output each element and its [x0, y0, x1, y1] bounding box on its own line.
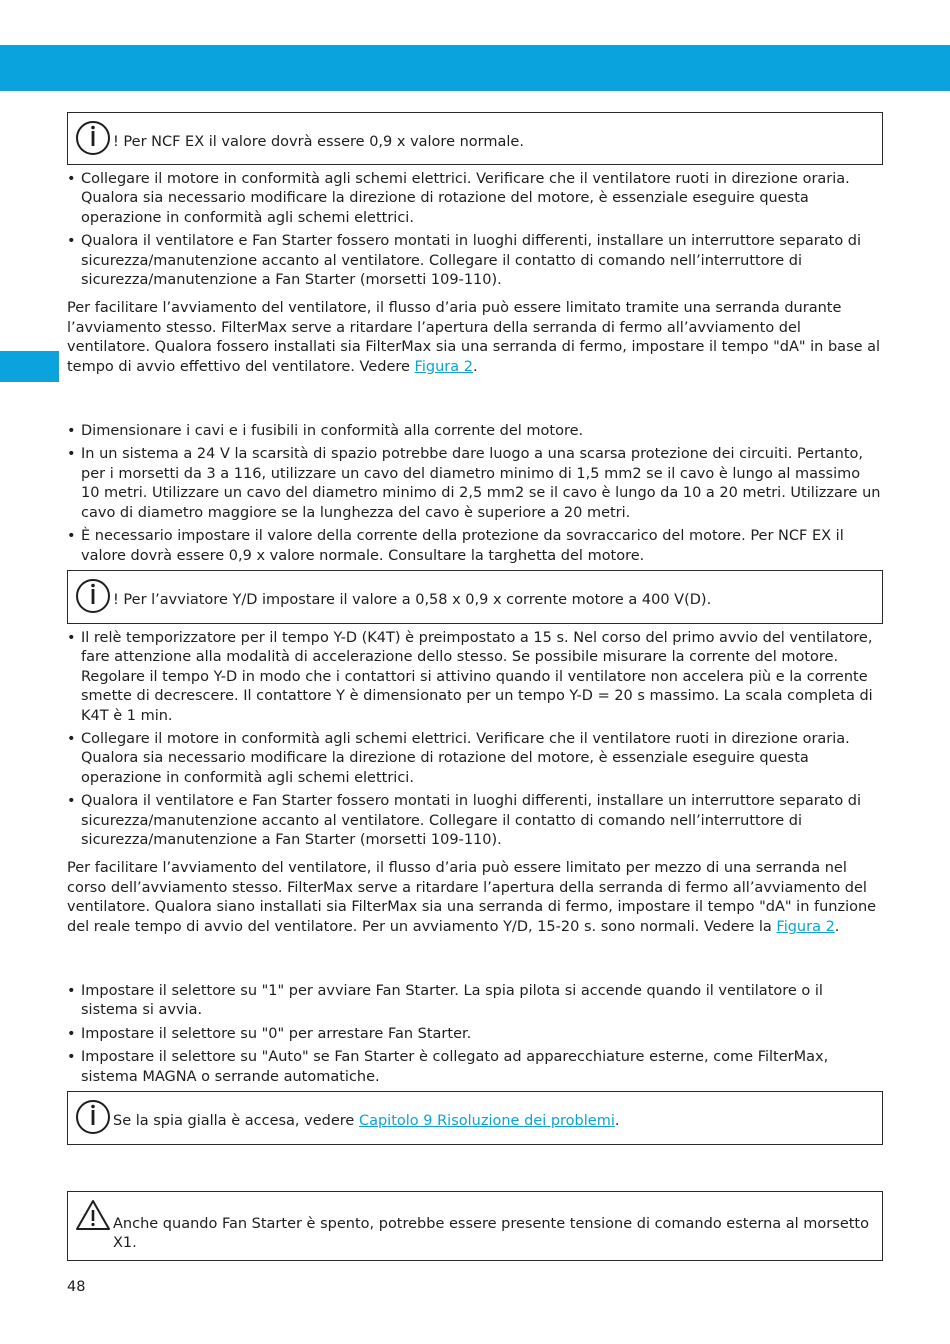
warning-note [67, 1191, 883, 1261]
warning-text: Anche quando Fan Starter è spento, potrebbe essere presente tensione di comando esterna al morsetto X1. [113, 1216, 869, 1252]
list-item: • Dimensionare i cavi e i fusibili in conformità alla corrente del motore. [67, 422, 883, 441]
list-item: • Impostare il selettore su "Auto" se Fan Starter è collegato ad apparecchiature esterne, come FilterMax, sistema MAGNA o serrande automatiche. [67, 1048, 883, 1087]
header-bar [0, 45, 950, 91]
info-icon [75, 120, 111, 156]
bullet-list-cables [67, 422, 883, 566]
info-icon [75, 578, 111, 614]
list-item: • Qualora il ventilatore e Fan Starter fossero montati in luoghi differenti, installare un interruttore separato di sicurezza/manutenzione accanto al ventilatore. Collegare il contatto di comando nell’interruttore di sicurezza/manutenzione a Fan Starter (morsetti 109-110). [67, 792, 883, 850]
list-item: • Impostare il selettore su "1" per avviare Fan Starter. La spia pilota si accende quando il ventilatore o il sistema si avvia. [67, 982, 883, 1021]
bullet-list-motor-connection [67, 170, 883, 290]
note-text: ! Per NCF EX il valore dovrà essere 0,9 x valore normale. [113, 134, 524, 150]
figure-2-link[interactable]: Figura 2 [414, 358, 473, 375]
figure-2-link[interactable]: Figura 2 [776, 918, 835, 935]
warning-triangle-icon [75, 1199, 111, 1231]
paragraph-damper: Per facilitare l’avviamento del ventilatore, il flusso d’aria può essere limitato tramite una serranda durante l’avviamento stesso. FilterMax serve a ritardare l’apertura della serranda di fermo all’avviamento del ventilatore. Qualora fossero installati sia FilterMax sia una serranda di fermo, impostare il tempo "dA" in base al tempo di avvio effettivo del ventilatore. Vedere Figura 2. [67, 300, 881, 375]
bullet-list-yd-starter [67, 629, 883, 850]
info-note-ncf [67, 112, 883, 165]
list-item: • Qualora il ventilatore e Fan Starter fossero montati in luoghi differenti, installare un interruttore separato di sicurezza/manutenzione accanto al ventilatore. Collegare il contatto di comando nell’interruttore di sicurezza/manutenzione a Fan Starter (morsetti 109-110). [67, 232, 883, 290]
list-item: • È necessario impostare il valore della corrente della protezione da sovraccarico del motore. Per NCF EX il valore dovrà essere 0,9 x valore normale. Consultare la targhetta del motore. [67, 527, 883, 566]
info-icon [75, 1099, 111, 1135]
list-item: • In un sistema a 24 V la scarsità di spazio potrebbe dare luogo a una scarsa protezione dei circuiti. Pertanto, per i morsetti da 3 a 116, utilizzare un cavo del diametro minimo di 1,5 mm2 se il cavo è lungo al massimo 10 metri. Utilizzare un cavo del diametro minimo di 2,5 mm2 se il cavo è lungo da 10 a 20 metri. Utilizzare un cavo di diametro maggiore se la lunghezza del cavo è superiore a 20 metri. [67, 445, 883, 523]
info-note-yd [67, 570, 883, 624]
info-note-yellow-light [67, 1091, 883, 1145]
list-item: • Collegare il motore in conformità agli schemi elettrici. Verificare che il ventilatore ruoti in direzione oraria. Qualora sia necessario modificare la direzione di rotazione del motore, è essenziale eseguire questa operazione in conformità agli schemi elettrici. [67, 730, 883, 788]
note-text: ! Per l’avviatore Y/D impostare il valore a 0,58 x 0,9 x corrente motore a 400 V(D). [113, 591, 712, 608]
note-text: Se la spia gialla è accesa, vedere Capitolo 9 Risoluzione dei problemi. [113, 1113, 620, 1130]
bullet-list-selector [67, 982, 883, 1087]
page-content [67, 112, 883, 1261]
troubleshooting-chapter-link[interactable]: Capitolo 9 Risoluzione dei problemi [358, 1113, 615, 1130]
chapter-tab-marker [0, 351, 59, 382]
page-number: 48 [67, 1279, 86, 1295]
paragraph-damper-yd: Per facilitare l’avviamento del ventilatore, il flusso d’aria può essere limitato per mezzo di una serranda nel corso dell’avviamento stesso. FilterMax serve a ritardare l’apertura della serranda di fermo all’avviamento del ventilatore. Qualora siano installati sia FilterMax sia una serranda di fermo, impostare il tempo "dA" in funzione del reale tempo di avvio del ventilatore. Per un avviamento Y/D, 15-20 s. sono normali. Vedere la Figura 2. [67, 860, 877, 935]
list-item: • Impostare il selettore su "0" per arrestare Fan Starter. [67, 1025, 883, 1044]
list-item: • Il relè temporizzatore per il tempo Y-D (K4T) è preimpostato a 15 s. Nel corso del primo avvio del ventilatore, fare attenzione alla modalità di accelerazione dello stesso. Se possibile misurare la corrente del motore. Regolare il tempo Y-D in modo che i contattori si attivino quando il ventilatore non accelera più e la corrente smette di decrescere. Il contattore Y è dimensionato per un tempo Y-D = 20 s massimo. La scala completa di K4T è 1 min. [67, 629, 883, 726]
list-item: • Collegare il motore in conformità agli schemi elettrici. Verificare che il ventilatore ruoti in direzione oraria. Qualora sia necessario modificare la direzione di rotazione del motore, è essenziale eseguire questa operazione in conformità agli schemi elettrici. [67, 170, 883, 228]
